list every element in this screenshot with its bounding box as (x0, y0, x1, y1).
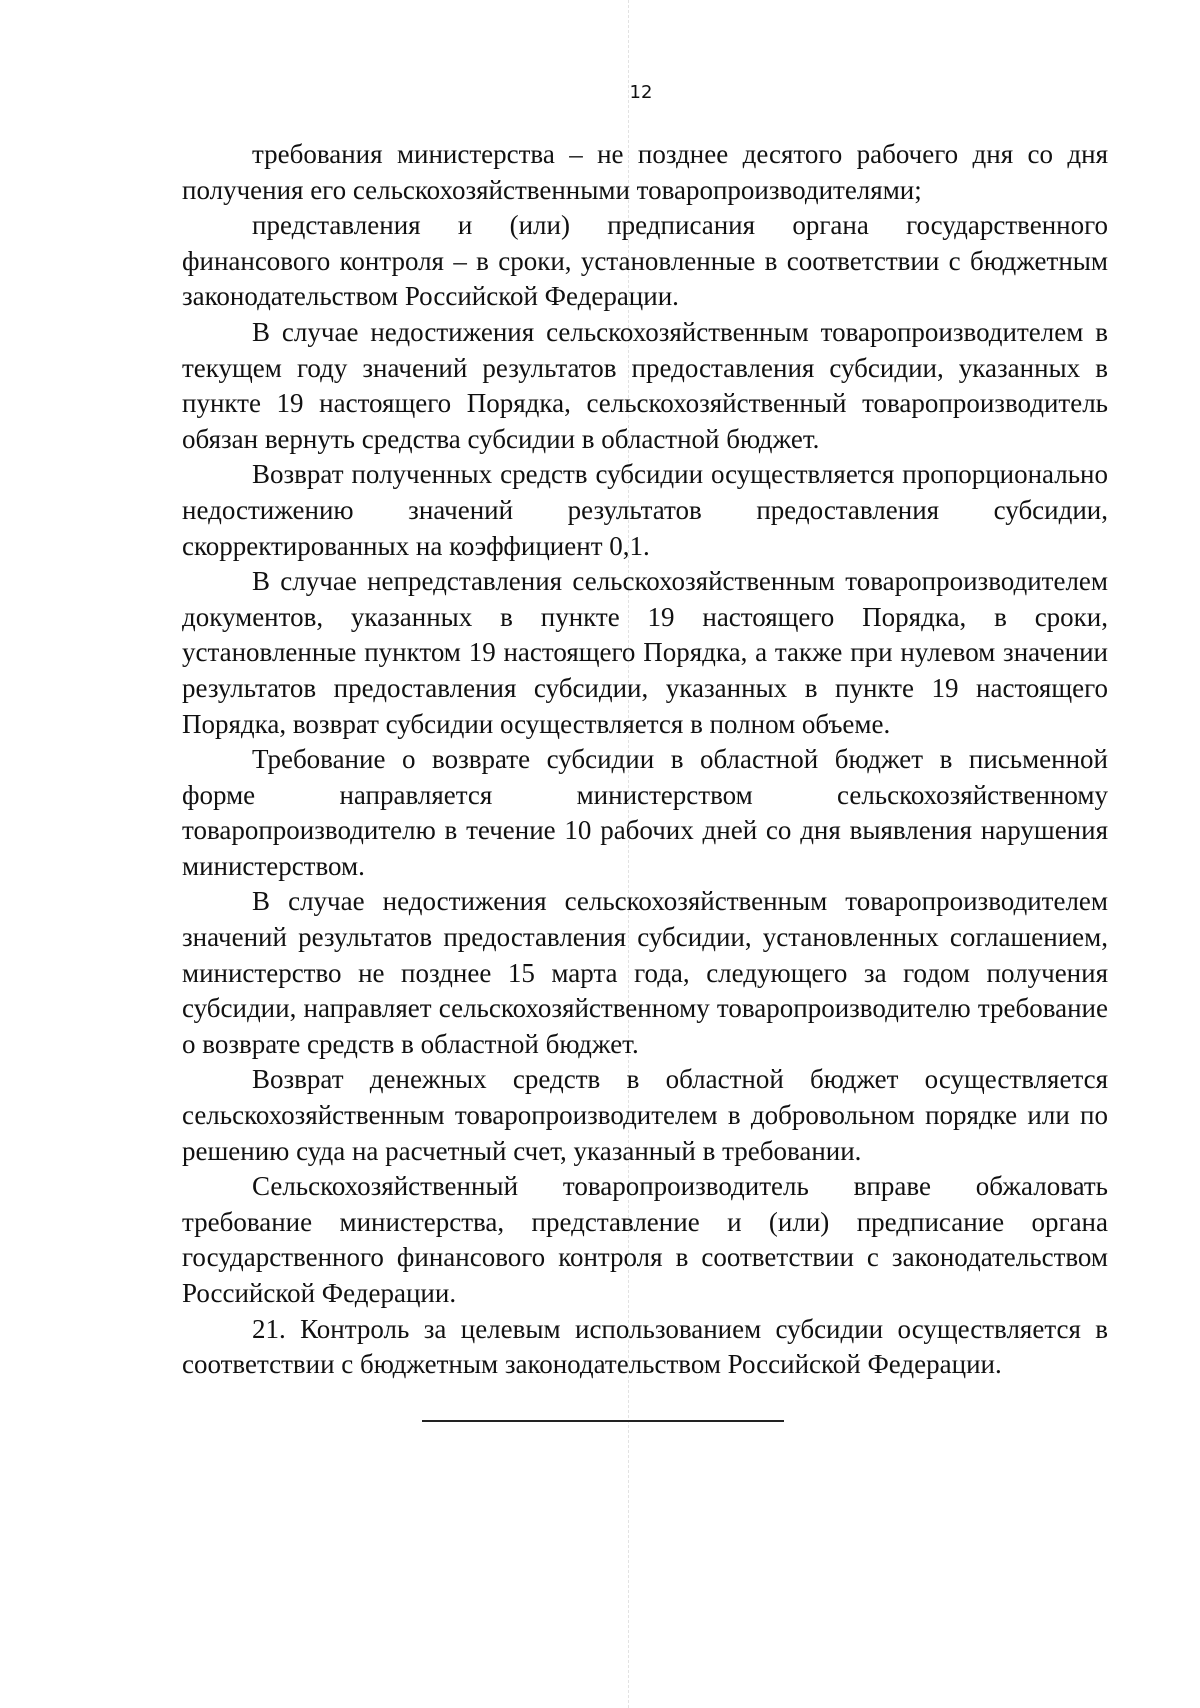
paragraph-agreement-results: В случае недостижения сельскохозяйственным товаропроизводителем значений результатов предоставления субсидии, установленных соглашением, министерство не позднее 15 марта года, следующего за годом получения субсидии, направляет сельскохозяйственному товаропроизводителю требование о возврате средств в областной бюджет. (182, 886, 1108, 1059)
document-body (182, 137, 1108, 1383)
paragraph-ministry-requirement: требования министерства – не позднее десятого рабочего дня со дня получения его сельскохозяйственными товаропроизводителями; (182, 139, 1108, 205)
page-number: 12 (629, 82, 653, 103)
paragraph-21-control: 21. Контроль за целевым использованием субсидии осуществляется в соответствии с бюджетным законодательством Российской Федерации. (182, 1313, 1108, 1380)
paragraph-control-body-orders: представления и (или) предписания органа государственного финансового контроля – в сроки, установленные в соответствии с бюджетным законодательством Российской Федерации. (182, 210, 1108, 312)
paragraph-right-to-appeal: Сельскохозяйственный товаропроизводитель вправе обжаловать требование министерства, представление и (или) предписание органа государственного финансового контроля в соответствии с законодательством Российской Федерации. (182, 1171, 1108, 1308)
paragraph-non-achievement-return: В случае недостижения сельскохозяйственным товаропроизводителем в текущем году значений результатов предоставления субсидии, указанных в пункте 19 настоящего Порядка, сельскохозяйственный товаропроизводитель обязан вернуть средства субсидии в областной бюджет. (182, 316, 1108, 454)
paragraph-written-demand: Требование о возврате субсидии в областной бюджет в письменной форме направляется министерством сельскохозяйственному товаропроизводителю в течение 10 рабочих дней со дня выявления нарушения министерством. (182, 744, 1108, 881)
paragraph-documents-not-submitted: В случае непредставления сельскохозяйственным товаропроизводителем документов, указанных в пункте 19 настоящего Порядка, в сроки, установленные пунктом 19 настоящего Порядка, а также при нулевом значении результатов предоставления субсидии, указанных в пункте 19 настоящего Порядка, возврат субсидии осуществляется в полном объеме. (182, 566, 1108, 739)
paragraph-proportional-return: Возврат полученных средств субсидии осуществляется пропорционально недостижению значений результатов предоставления субсидии, скорректированных на коэффициент 0,1. (182, 459, 1108, 561)
end-of-document-rule (422, 1420, 784, 1422)
paragraph-voluntary-return: Возврат денежных средств в областной бюджет осуществляется сельскохозяйственным товаропроизводителем в добровольном порядке или по решению суда на расчетный счет, указанный в требовании. (182, 1064, 1108, 1166)
